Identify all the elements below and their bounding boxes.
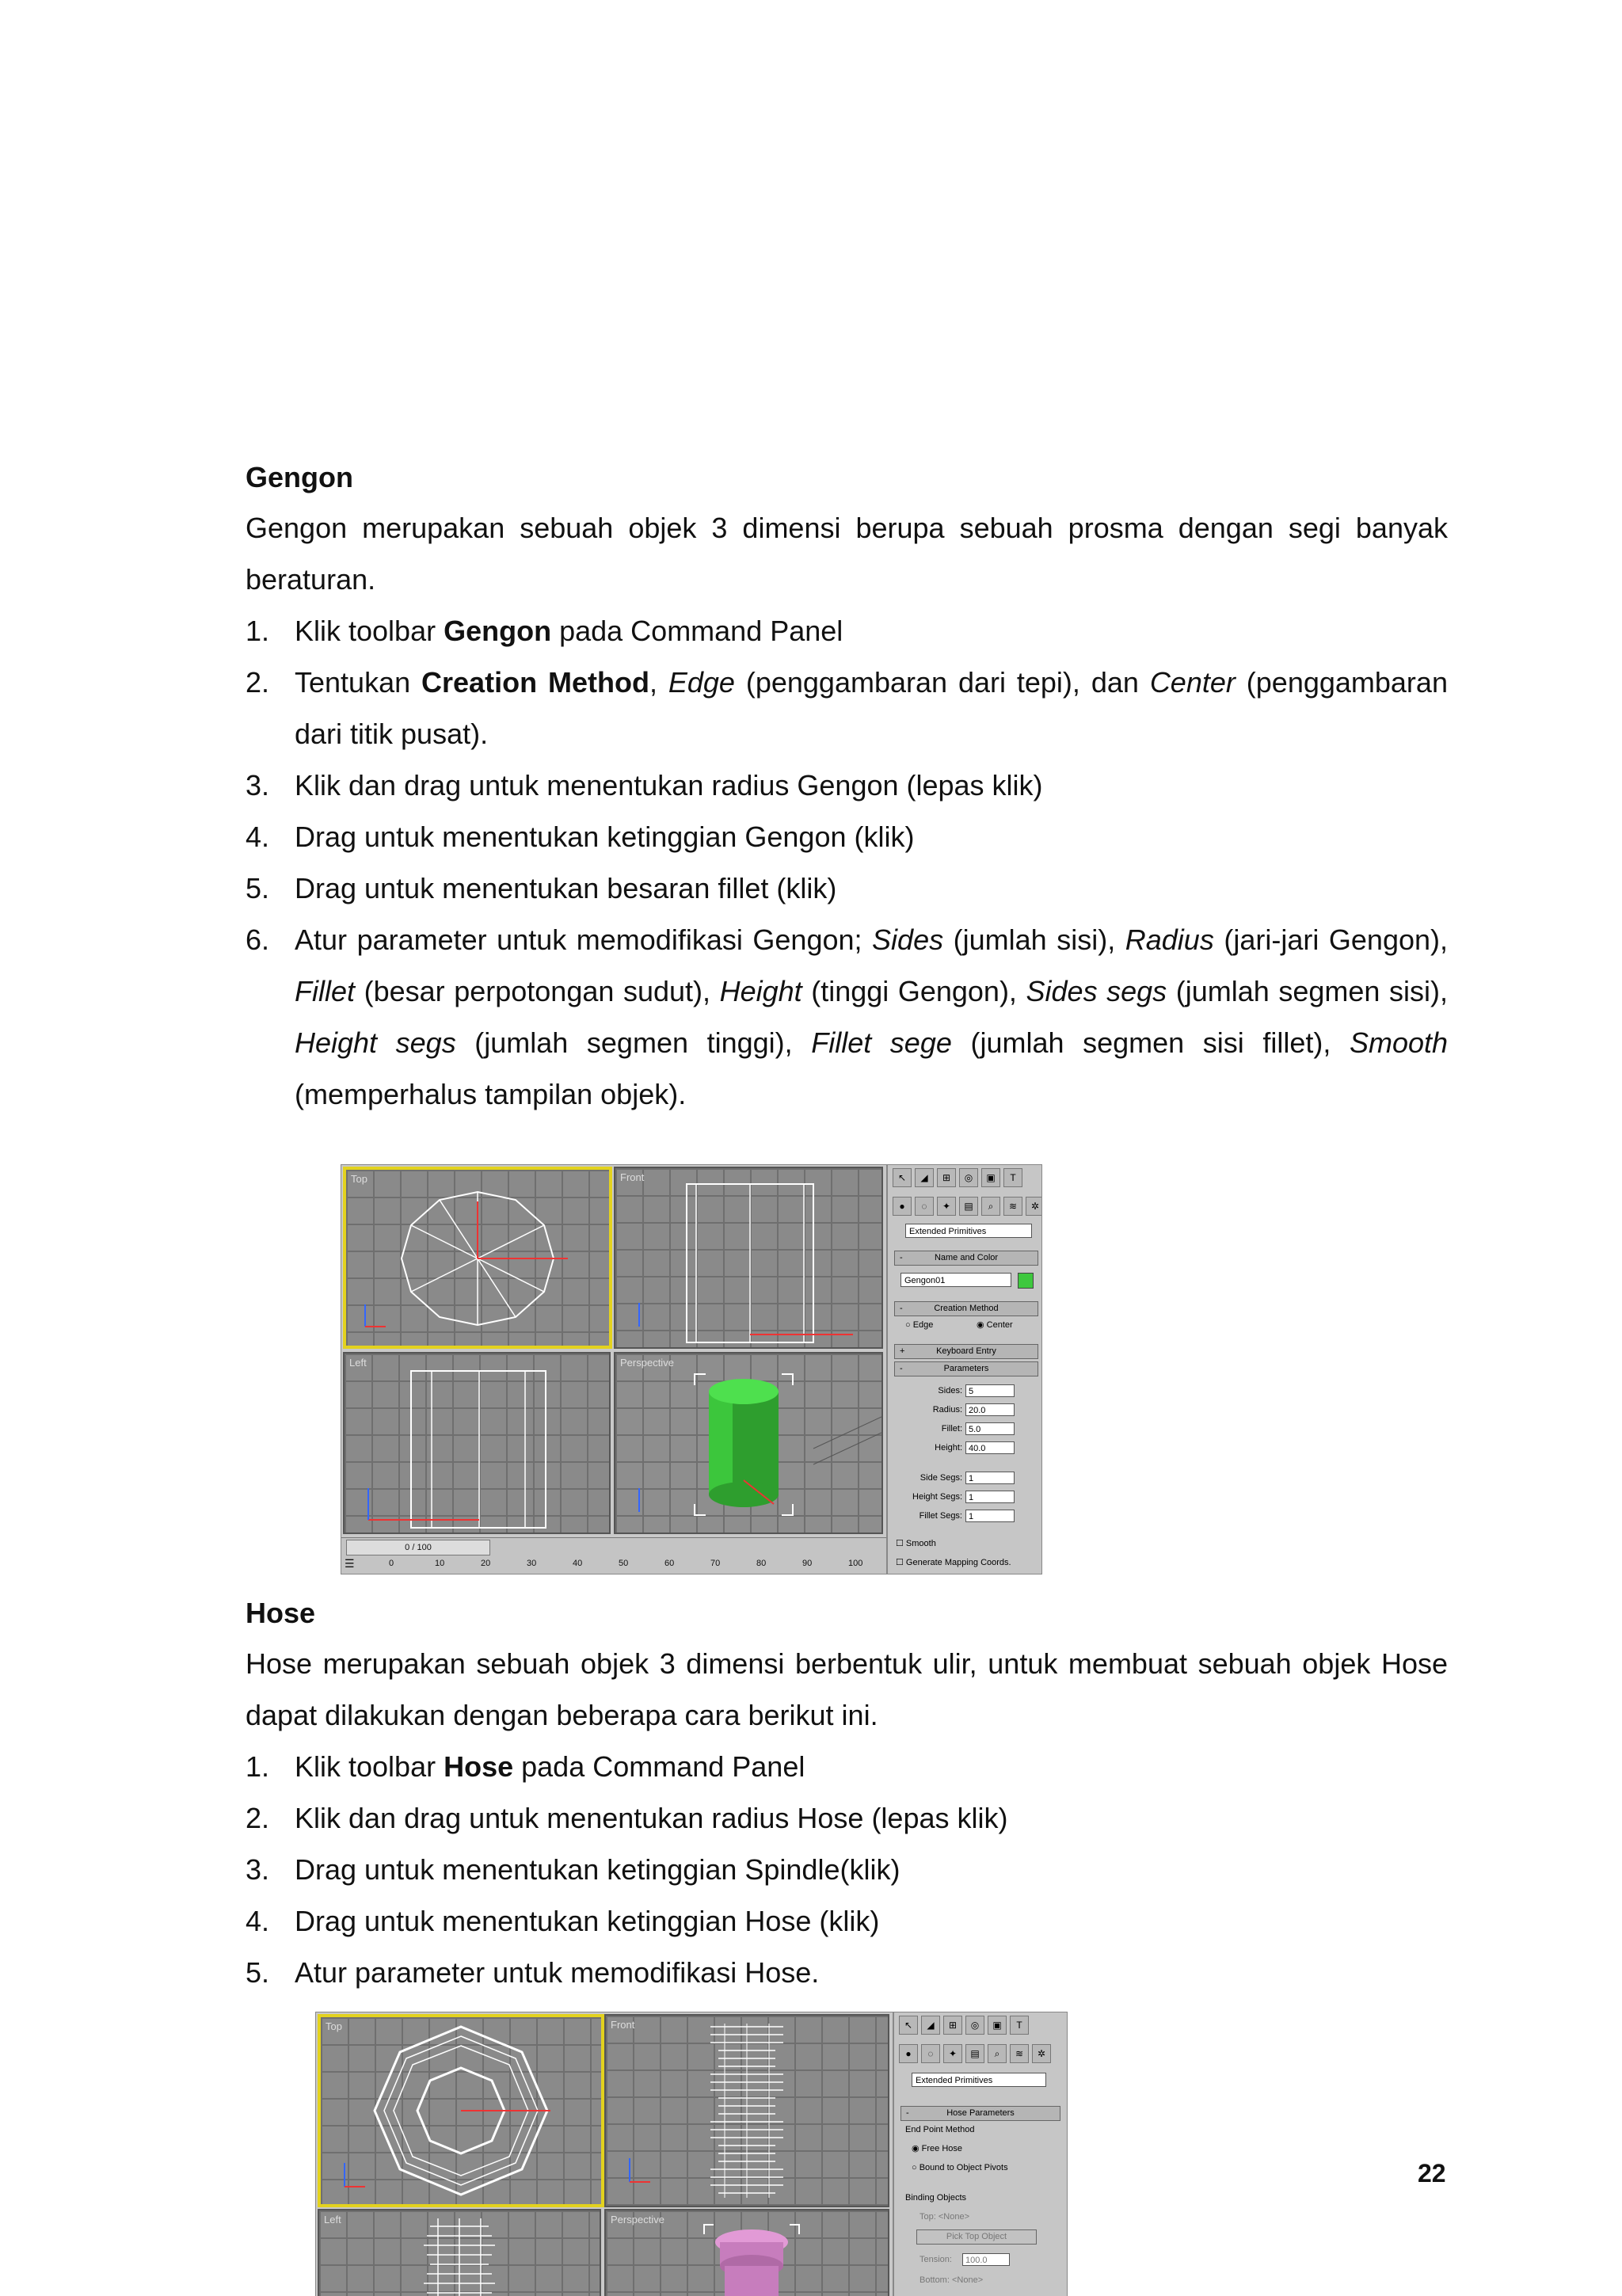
viewport-label: Left — [349, 1357, 367, 1369]
gengon-steps-list — [246, 605, 1448, 1120]
timeline-tick-label: 100 — [848, 1559, 863, 1568]
text-run: Drag untuk menentukan ketinggian Gengon (klik) — [295, 821, 915, 853]
spacewarps-icon[interactable]: ≋ — [1010, 2044, 1029, 2063]
height-spinner[interactable]: 40.0 — [965, 1441, 1015, 1454]
hose-screenshot — [315, 2012, 1068, 2296]
list-item — [246, 811, 1448, 862]
command-panel — [886, 1165, 1042, 1574]
tension-spinner[interactable]: 100.0 — [962, 2253, 1010, 2266]
height-segs-spinner[interactable]: 1 — [965, 1491, 1015, 1503]
gengon-front-wireframe — [615, 1168, 881, 1347]
name-color-rollout[interactable]: - Name and Color — [894, 1251, 1038, 1266]
timeline-tick-label: 10 — [435, 1559, 445, 1568]
viewport-front[interactable] — [614, 1167, 883, 1349]
shapes-icon[interactable]: ◌ — [921, 2044, 940, 2063]
text-run: (jumlah segmen sisi fillet), — [951, 1026, 1350, 1059]
text-run: (besar perpotongan sudut), — [355, 975, 720, 1007]
text-run: Drag untuk menentukan ketinggian Spindle(klik) — [295, 1853, 900, 1886]
fillet-label: Fillet: — [941, 1424, 962, 1434]
text-run: (memperhalus tampilan objek). — [295, 1078, 687, 1110]
timeline-tick-label: 80 — [756, 1559, 767, 1568]
hose-front-wireframe — [606, 2016, 888, 2206]
end-point-method-group: End Point Method — [905, 2125, 975, 2134]
text-run: Drag untuk menentukan ketinggian Hose (klik) — [295, 1905, 880, 1937]
timeline-tick-label: 50 — [619, 1559, 629, 1568]
radio-label: Center — [986, 1320, 1013, 1330]
text-run: pada Command Panel — [551, 615, 843, 647]
timeline-tick-label: 60 — [664, 1559, 675, 1568]
rollout-label: Creation Method — [934, 1304, 999, 1313]
radio-label: Edge — [912, 1320, 934, 1330]
gengon-left-wireframe — [345, 1354, 609, 1533]
text-run: (penggambaran dari tepi), dan — [734, 666, 1150, 699]
height-segs-label: Height Segs: — [912, 1492, 962, 1502]
section-heading-gengon: Gengon — [246, 461, 353, 493]
list-item — [246, 914, 1448, 1120]
gengon-intro: Gengon merupakan sebuah objek 3 dimensi berupa sebuah prosma dengan segi banyak beraturan. — [246, 512, 1448, 596]
tension-label: Tension: — [920, 2255, 952, 2264]
height-label: Height: — [935, 1443, 962, 1453]
timeline-tick-label: 30 — [527, 1559, 537, 1568]
checkbox-label: Generate Mapping Coords. — [905, 1558, 1011, 1567]
radius-spinner[interactable]: 20.0 — [965, 1403, 1015, 1416]
timeline-tick-label: 40 — [573, 1559, 583, 1568]
hose-steps-list — [246, 1741, 1448, 1998]
rollout-label: Hose Parameters — [946, 2108, 1015, 2118]
hierarchy-tab-icon[interactable]: ⊞ — [943, 2016, 962, 2035]
viewport-perspective[interactable] — [604, 2209, 889, 2296]
viewport-label: Perspective — [620, 1357, 674, 1369]
sides-label: Sides: — [938, 1386, 962, 1395]
side-segs-label: Side Segs: — [920, 1473, 962, 1483]
italic-term: Fillet — [295, 975, 356, 1007]
section-heading-hose: Hose — [246, 1597, 316, 1629]
geometry-icon[interactable]: ● — [893, 1197, 912, 1216]
command-panel — [893, 2012, 1068, 2296]
viewport-label: Top — [351, 1173, 367, 1185]
italic-term: Edge — [668, 666, 735, 699]
rollout-label: Parameters — [943, 1364, 989, 1373]
utilities-tab-icon[interactable]: T — [1003, 1168, 1022, 1187]
spacewarps-icon[interactable]: ≋ — [1003, 1197, 1022, 1216]
list-item — [246, 1741, 1448, 1792]
timeline-tick-label: 90 — [802, 1559, 813, 1568]
viewport-label: Front — [620, 1171, 645, 1183]
list-item-number: 4. — [246, 821, 270, 853]
list-item-number: 1. — [246, 615, 270, 647]
create-tab-icon[interactable]: ↖ — [899, 2016, 918, 2035]
text-run: (jari-jari Gengon), — [1213, 923, 1449, 956]
radio-free-hose[interactable]: ◉ Free Hose — [912, 2144, 963, 2153]
fillet-segs-spinner[interactable]: 1 — [965, 1510, 1015, 1522]
display-tab-icon[interactable]: ▣ — [981, 1168, 1000, 1187]
radio-bound-to-pivots[interactable]: ○ Bound to Object Pivots — [912, 2163, 1008, 2172]
timeline-tick-label: 70 — [710, 1559, 721, 1568]
timeline — [341, 1537, 886, 1574]
viewport-label: Perspective — [611, 2214, 664, 2226]
list-item — [246, 1947, 1448, 1998]
timeline-tick-label: 0 — [389, 1559, 394, 1568]
list-item-number: 1. — [246, 1750, 270, 1783]
creation-method-rollout[interactable]: - Creation Method — [894, 1301, 1038, 1316]
display-tab-icon[interactable]: ▣ — [988, 2016, 1007, 2035]
gengon-screenshot — [341, 1164, 1042, 1574]
italic-term: Height segs — [295, 1026, 456, 1059]
checkbox-label: Smooth — [905, 1539, 936, 1548]
command-panel-tabs — [899, 2016, 1029, 2033]
text-run: (penggambaran dari titik pusat). — [295, 666, 1448, 750]
bottom-object-label: Bottom: <None> — [920, 2275, 984, 2285]
systems-icon[interactable]: ✲ — [1026, 1197, 1042, 1216]
cameras-icon[interactable]: ▤ — [959, 1197, 978, 1216]
list-item-number: 4. — [246, 1905, 270, 1937]
text-run: Atur parameter untuk memodifikasi Hose. — [295, 1956, 820, 1989]
create-category-buttons — [893, 1197, 1042, 1214]
text-run: (jumlah segmen tinggi), — [455, 1026, 812, 1059]
italic-term: Center — [1149, 666, 1236, 699]
text-run: Klik dan drag untuk menentukan radius Hose (lepas klik) — [295, 1802, 1008, 1834]
text-run: Klik toolbar — [295, 1750, 444, 1783]
top-object-label: Top: <None> — [920, 2212, 970, 2222]
radio-center[interactable]: ◉ Center — [977, 1320, 1013, 1330]
list-item-number: 5. — [246, 1956, 270, 1989]
object-name-input[interactable]: Gengon01 — [900, 1273, 1011, 1287]
timeline-tick-label: 20 — [481, 1559, 491, 1568]
bold-term: Gengon — [444, 615, 552, 647]
viewport-top[interactable] — [343, 1167, 612, 1349]
hose-top-wireframe — [321, 2017, 601, 2204]
time-slider[interactable]: 0 / 100 — [346, 1540, 490, 1555]
lights-icon[interactable]: ✦ — [943, 2044, 962, 2063]
viewport-label: Front — [611, 2019, 635, 2031]
utilities-tab-icon[interactable]: T — [1010, 2016, 1029, 2035]
rollout-label: Name and Color — [934, 1253, 999, 1262]
italic-term: Sides — [872, 923, 944, 956]
viewport-label: Top — [326, 2020, 342, 2032]
italic-term: Radius — [1125, 923, 1214, 956]
list-item-number: 6. — [246, 923, 270, 956]
cameras-icon[interactable]: ▤ — [965, 2044, 984, 2063]
side-segs-spinner[interactable]: 1 — [965, 1472, 1015, 1484]
motion-tab-icon[interactable]: ◎ — [959, 1168, 978, 1187]
italic-term: Height — [719, 975, 802, 1007]
keyboard-entry-rollout[interactable]: + Keyboard Entry — [894, 1344, 1038, 1359]
object-color-swatch[interactable] — [1018, 1273, 1034, 1289]
modify-tab-icon[interactable]: ◢ — [921, 2016, 940, 2035]
viewport-left[interactable] — [343, 1352, 611, 1534]
modify-tab-icon[interactable]: ◢ — [915, 1168, 934, 1187]
text-run: (jumlah sisi), — [943, 923, 1125, 956]
hierarchy-tab-icon[interactable]: ⊞ — [937, 1168, 956, 1187]
text-run: (jumlah segmen sisi), — [1167, 975, 1448, 1007]
viewport-top[interactable] — [318, 2014, 604, 2207]
list-item-number: 3. — [246, 769, 270, 802]
hose-parameters-rollout[interactable]: - Hose Parameters — [900, 2106, 1060, 2121]
timeline-config-icon[interactable]: ☰ — [345, 1557, 355, 1570]
hose-perspective-render — [606, 2210, 888, 2296]
list-item — [246, 1895, 1448, 1947]
italic-term: Sides segs — [1026, 975, 1167, 1007]
gen-mapping-checkbox[interactable]: ☐ Generate Mapping Coords. — [896, 1558, 1011, 1567]
list-item-number: 2. — [246, 1802, 270, 1834]
gengon-top-wireframe — [346, 1170, 609, 1346]
page-number: 22 — [1418, 2159, 1446, 2187]
bold-term: Creation Method — [421, 666, 649, 699]
binding-objects-group: Binding Objects — [905, 2193, 967, 2203]
viewport-label: Left — [324, 2214, 341, 2226]
motion-tab-icon[interactable]: ◎ — [965, 2016, 984, 2035]
create-tab-icon[interactable]: ↖ — [893, 1168, 912, 1187]
italic-term: Fillet sege — [811, 1026, 952, 1059]
text-run: (tinggi Gengon), — [801, 975, 1026, 1007]
viewport-perspective[interactable] — [614, 1352, 883, 1534]
list-item-number: 3. — [246, 1853, 270, 1886]
pick-top-object-button[interactable]: Pick Top Object — [916, 2229, 1037, 2245]
helpers-icon[interactable]: ⌕ — [988, 2044, 1007, 2063]
radio-edge[interactable]: ○ Edge — [905, 1320, 934, 1330]
parameters-rollout[interactable]: - Parameters — [894, 1361, 1038, 1376]
sides-spinner[interactable]: 5 — [965, 1384, 1015, 1397]
text-run: pada Command Panel — [513, 1750, 805, 1783]
viewport-left[interactable] — [318, 2209, 601, 2296]
text-run: , — [649, 666, 668, 699]
shapes-icon[interactable]: ◌ — [915, 1197, 934, 1216]
primitives-dropdown[interactable]: Extended Primitives — [912, 2073, 1046, 2087]
fillet-spinner[interactable]: 5.0 — [965, 1422, 1015, 1435]
text-run: Drag untuk menentukan besaran fillet (klik) — [295, 872, 837, 904]
text-run: Klik dan drag untuk menentukan radius Gengon (lepas klik) — [295, 769, 1043, 802]
rollout-label: Keyboard Entry — [936, 1346, 996, 1356]
lights-icon[interactable]: ✦ — [937, 1197, 956, 1216]
radius-label: Radius: — [932, 1405, 962, 1415]
italic-term: Smooth — [1349, 1026, 1449, 1059]
text-run: Atur parameter untuk memodifikasi Gengon; — [295, 923, 873, 956]
radio-label: Free Hose — [921, 2144, 963, 2153]
smooth-checkbox[interactable]: ☐ Smooth — [896, 1539, 936, 1548]
fillet-segs-label: Fillet Segs: — [919, 1511, 962, 1521]
hose-intro: Hose merupakan sebuah objek 3 dimensi berbentuk ulir, untuk membuat sebuah objek Hose dapat dilakukan dengan beberapa cara berikut ini. — [246, 1647, 1448, 1731]
bold-term: Hose — [444, 1750, 514, 1783]
list-item — [246, 1844, 1448, 1895]
hose-left-wireframe — [319, 2210, 600, 2296]
list-item — [246, 862, 1448, 914]
text-run: Tentukan — [295, 666, 422, 699]
list-item-number: 5. — [246, 872, 270, 904]
primitives-dropdown[interactable]: Extended Primitives — [905, 1224, 1032, 1238]
create-category-buttons — [899, 2044, 1051, 2062]
list-item-number: 2. — [246, 666, 270, 699]
list-item — [246, 657, 1448, 760]
list-item — [246, 760, 1448, 811]
geometry-icon[interactable]: ● — [899, 2044, 918, 2063]
command-panel-tabs — [893, 1168, 1022, 1186]
systems-icon[interactable]: ✲ — [1032, 2044, 1051, 2063]
helpers-icon[interactable]: ⌕ — [981, 1197, 1000, 1216]
gengon-perspective-render — [615, 1354, 881, 1533]
list-item — [246, 1792, 1448, 1844]
list-item — [246, 605, 1448, 657]
text-run: Klik toolbar — [295, 615, 444, 647]
radio-label: Bound to Object Pivots — [919, 2163, 1008, 2172]
viewport-front[interactable] — [604, 2014, 889, 2207]
